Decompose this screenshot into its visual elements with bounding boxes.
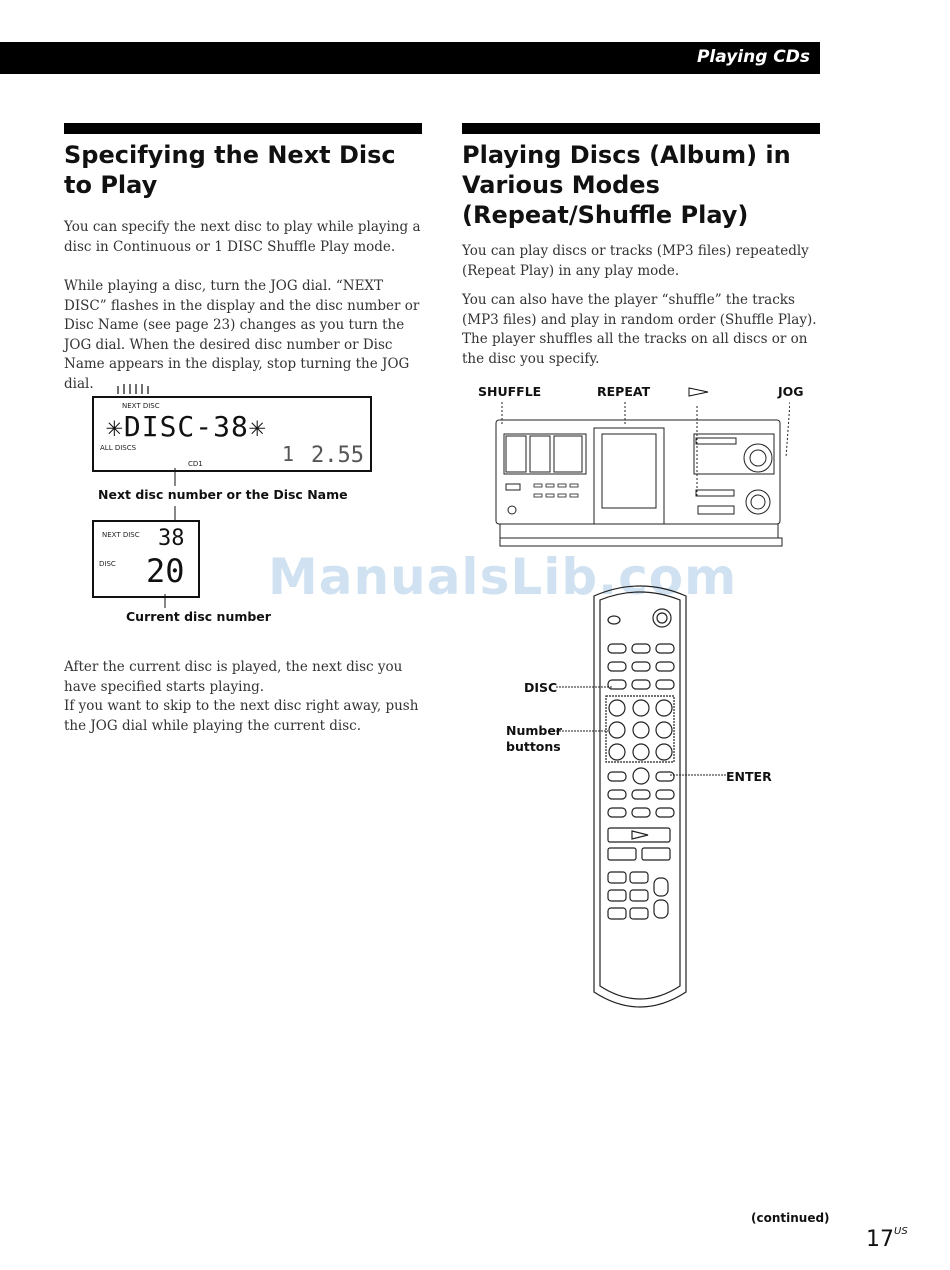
- page-suffix: US: [894, 1226, 908, 1237]
- callout-line-2: [160, 594, 170, 608]
- left-paragraph-1: You can specify the next disc to play while playing a disc in Continuous or 1 DISC Shuffle Play mode.: [64, 219, 421, 255]
- display-illustration-2: [92, 520, 200, 598]
- blink-marks-icon: [90, 380, 180, 400]
- all-discs-indicator: ALL DISCS: [100, 444, 137, 452]
- shuffle-label: SHUFFLE: [478, 384, 542, 399]
- left-paragraph-4: If you want to skip to the next disc right away, push the JOG dial while playing the current disc.: [64, 698, 419, 734]
- left-lower-text: [64, 658, 422, 746]
- disc-button-label: DISC: [524, 680, 558, 695]
- section-rule: [64, 123, 422, 134]
- number-buttons-label: Number: [506, 723, 562, 738]
- remote-control-illustration: [592, 582, 688, 1020]
- left-paragraph-2: While playing a disc, turn the JOG dial. “NEXT DISC” flashes in the display and the disc number or Disc Name (see page 23) changes as you turn the JOG dial. When the desired disc number or Disc Name appears in the display, stop turning the JOG dial.: [64, 278, 420, 392]
- disc-callout-line: [556, 684, 612, 690]
- display1-caption: Next disc number or the Disc Name: [98, 487, 348, 502]
- right-paragraph-2: You can also have the player “shuffle” the tracks (MP3 files) and play in random order (Shuffle Play). The player shuffles all the tracks on all discs or on the disc you specify.: [462, 292, 817, 367]
- track-number: 1: [282, 442, 295, 466]
- number-buttons-label-2: buttons: [506, 739, 561, 754]
- page-number-value: 17: [866, 1227, 894, 1252]
- next-disc-number: 38: [158, 526, 185, 551]
- left-paragraph-3: After the current disc is played, the next disc you have specified starts playing.: [64, 659, 403, 695]
- section-rule-right: [462, 123, 820, 134]
- continued-note: (continued): [751, 1211, 830, 1225]
- next-disc-indicator-2: NEXT DISC: [102, 531, 140, 539]
- left-section-title: Specifying the Next Disc to Play: [64, 141, 396, 199]
- section-tab: Playing CDs: [696, 47, 810, 67]
- left-column: [64, 123, 422, 404]
- cd1-indicator: CD1: [188, 460, 203, 468]
- repeat-label: REPEAT: [597, 384, 651, 399]
- display2-caption: Current disc number: [126, 609, 271, 624]
- right-section-title: Playing Discs (Album) in Various Modes (Repeat/Shuffle Play): [462, 141, 791, 229]
- play-icon: [688, 386, 710, 398]
- enter-callout-line: [670, 772, 726, 778]
- right-paragraph-1: You can play discs or tracks (MP3 files) repeatedly (Repeat Play) in any play mode.: [462, 243, 809, 279]
- display-illustration-1: [92, 396, 372, 472]
- page-number: [866, 1226, 908, 1252]
- display-main-text: ✳DISC-38✳: [106, 410, 267, 443]
- cd-player-illustration: [490, 398, 790, 550]
- jog-label: JOG: [778, 384, 804, 399]
- right-column: [462, 123, 820, 379]
- current-disc-number: 20: [146, 552, 185, 590]
- number-callout-line: [556, 728, 608, 734]
- disc-indicator: DISC: [99, 560, 116, 568]
- time-readout: 2.55: [311, 443, 364, 468]
- enter-button-label: ENTER: [726, 769, 772, 784]
- header-bar: [0, 42, 820, 74]
- next-disc-indicator: NEXT DISC: [122, 402, 160, 410]
- watermark: ManualsLib.com: [268, 548, 738, 606]
